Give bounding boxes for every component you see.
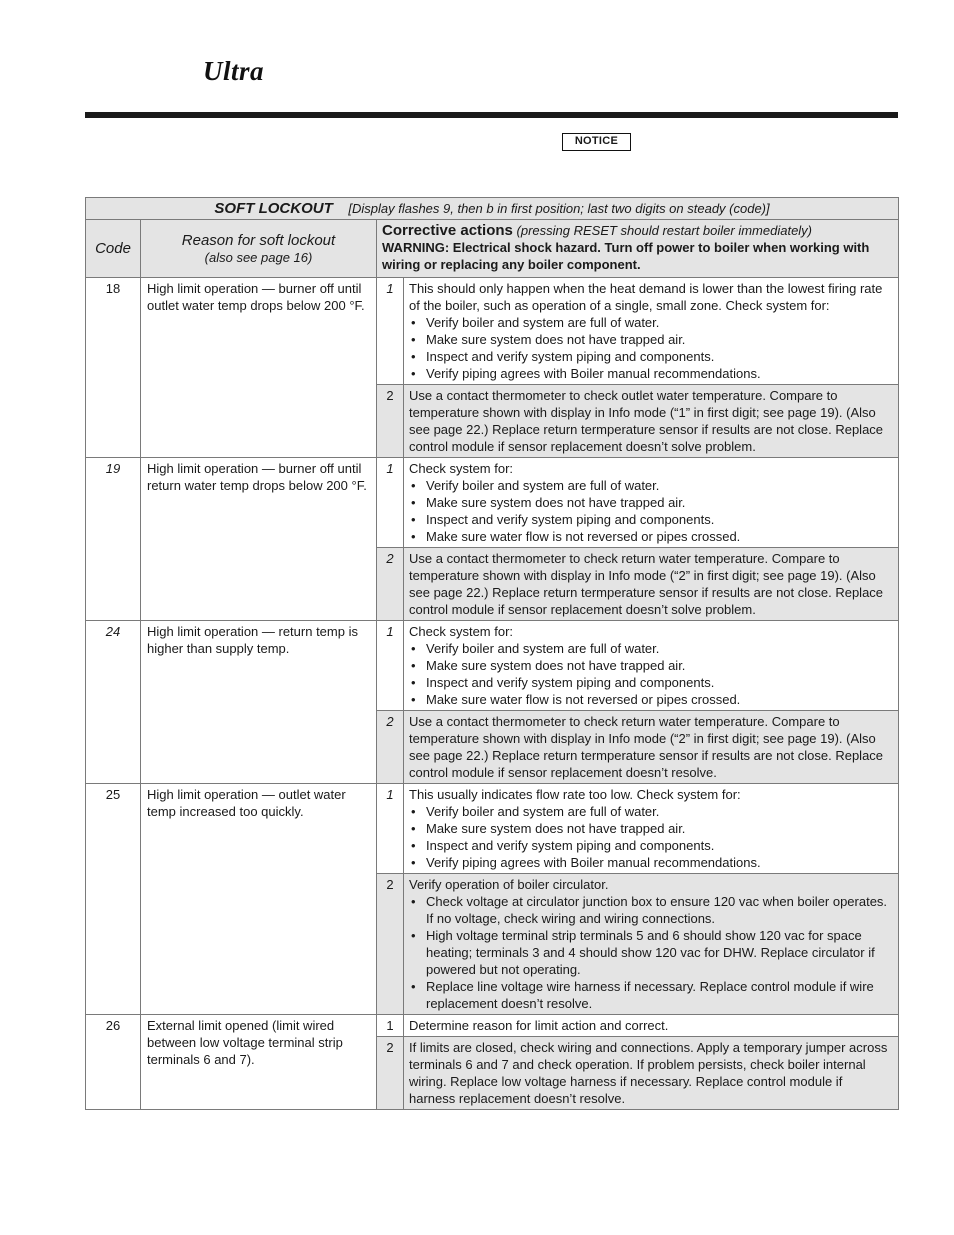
list-item: • Make sure water flow is not reversed or pipes crossed.	[426, 528, 892, 545]
list-item: • Make sure system does not have trapped air.	[426, 657, 892, 674]
lockout-code: 25	[86, 784, 141, 1015]
list-item: • Verify piping agrees with Boiler manual recommendations.	[426, 365, 892, 382]
list-item: • Make sure system does not have trapped air.	[426, 494, 892, 511]
corrective-action	[404, 784, 899, 874]
action-number: 2	[377, 385, 404, 458]
action-number: 2	[377, 874, 404, 1015]
list-item: • Inspect and verify system piping and components.	[426, 348, 892, 365]
action-text: Use a contact thermometer to check outlet water temperature. Compare to temperature shown with display in Info mode (“1” in first digit; see page 19). (Also see page 22.) Replace return termperature sensor if results are not close. Replace control module if sensor replacement doesn’t solve problem.	[409, 388, 884, 454]
corrective-action	[404, 874, 899, 1015]
table-row	[86, 278, 899, 385]
corrective-action	[404, 458, 899, 548]
table-subtitle: [Display flashes 9, then b in first position; last two digits on steady (code)]	[348, 201, 770, 216]
lockout-reason: High limit operation — return temp is higher than supply temp.	[141, 621, 377, 784]
corrective-action	[404, 278, 899, 385]
action-bullet-list	[409, 640, 892, 708]
action-number: 1	[377, 278, 404, 385]
action-text: Check system for:	[409, 624, 514, 639]
action-text: This should only happen when the heat demand is lower than the lowest firing rate of the boiler, such as operation of a single, small zone. Check system for:	[409, 281, 883, 313]
list-item: • Make sure system does not have trapped air.	[426, 331, 892, 348]
action-bullet-list	[409, 314, 892, 382]
list-item: • High voltage terminal strip terminals 5 and 6 should show 120 vac for space heating; terminals 3 and 4 should show 120 vac for DHW. Replace circulator if powered but not operating.	[426, 927, 892, 978]
action-bullet-list	[409, 893, 892, 1012]
action-text: This usually indicates flow rate too low. Check system for:	[409, 787, 741, 802]
list-item: • Make sure system does not have trapped air.	[426, 820, 892, 837]
header-corrective-note: (pressing RESET should restart boiler immediately)	[516, 223, 813, 238]
table-title-row	[86, 198, 899, 220]
list-item: • Verify boiler and system are full of water.	[426, 314, 892, 331]
lockout-code: 24	[86, 621, 141, 784]
header-reason-note: (also see page 16)	[204, 249, 313, 265]
soft-lockout-table	[85, 197, 899, 1110]
lockout-reason: High limit operation — burner off until return water temp drops below 200 °F.	[141, 458, 377, 621]
action-text: If limits are closed, check wiring and connections. Apply a temporary jumper across terminals 6 and 7 and check operation. If problem persists, check boiler internal wiring. Replace low voltage harness if necessary. Replace control module if harness replacement doesn’t resolve.	[409, 1040, 888, 1106]
corrective-action	[404, 1037, 899, 1110]
action-number: 2	[377, 1037, 404, 1110]
action-number: 1	[377, 621, 404, 711]
lockout-code: 19	[86, 458, 141, 621]
list-item: • Verify boiler and system are full of water.	[426, 477, 892, 494]
list-item: • Check voltage at circulator junction box to ensure 120 vac when boiler operates. If no voltage, check wiring and wiring connections.	[426, 893, 892, 927]
notice-badge: NOTICE	[562, 133, 631, 151]
lockout-code: 26	[86, 1015, 141, 1110]
corrective-action	[404, 385, 899, 458]
lockout-code: 18	[86, 278, 141, 458]
warning-text: Electrical shock hazard. Turn off power to boiler when working with wiring or replacing any boiler component.	[382, 240, 870, 272]
table-title	[86, 198, 899, 220]
action-text: Verify operation of boiler circulator.	[409, 877, 609, 892]
list-item: • Inspect and verify system piping and components.	[426, 837, 892, 854]
action-number: 1	[377, 784, 404, 874]
action-number: 1	[377, 458, 404, 548]
action-text: Use a contact thermometer to check return water temperature. Compare to temperature shown with display in Info mode (“2” in first digit; see page 19). (Also see page 22.) Replace return termperature sensor if results are not close. Replace control module if sensor replacement doesn’t solve problem.	[409, 551, 884, 617]
header-reason	[141, 220, 377, 278]
list-item: • Inspect and verify system piping and components.	[426, 674, 892, 691]
table-row	[86, 1015, 899, 1037]
table-row	[86, 784, 899, 874]
corrective-action	[404, 621, 899, 711]
corrective-action	[404, 1015, 899, 1037]
header-code: Code	[86, 220, 141, 278]
list-item: • Inspect and verify system piping and components.	[426, 511, 892, 528]
action-text: Determine reason for limit action and correct.	[409, 1018, 669, 1033]
list-item: • Replace line voltage wire harness if necessary. Replace control module if wire replacement doesn’t resolve.	[426, 978, 892, 1012]
header-rule	[85, 112, 898, 118]
table-header-row	[86, 220, 899, 278]
list-item: • Verify boiler and system are full of water.	[426, 803, 892, 820]
corrective-action	[404, 711, 899, 784]
table-title-text: SOFT LOCKOUT	[214, 200, 333, 217]
table-row	[86, 621, 899, 711]
action-text: Check system for:	[409, 461, 514, 476]
list-item: • Verify piping agrees with Boiler manual recommendations.	[426, 854, 892, 871]
action-number: 1	[377, 1015, 404, 1037]
list-item: • Verify boiler and system are full of water.	[426, 640, 892, 657]
header-reason-label: Reason for soft lockout	[181, 231, 336, 249]
action-text: Use a contact thermometer to check return water temperature. Compare to temperature shown with display in Info mode (“2” in first digit; see page 19). (Also see page 22.) Replace return termperature sensor if results are not close. Replace control module if sensor replacement doesn’t resolve.	[409, 714, 884, 780]
action-number: 2	[377, 548, 404, 621]
lockout-reason: High limit operation — outlet water temp increased too quickly.	[141, 784, 377, 1015]
lockout-reason: External limit opened (limit wired between low voltage terminal strip terminals 6 and 7).	[141, 1015, 377, 1110]
brand-logo: Ultra	[203, 56, 265, 86]
action-bullet-list	[409, 477, 892, 545]
corrective-action	[404, 548, 899, 621]
action-number: 2	[377, 711, 404, 784]
header-corrective	[377, 220, 899, 278]
list-item: • Make sure water flow is not reversed or pipes crossed.	[426, 691, 892, 708]
action-bullet-list	[409, 803, 892, 871]
lockout-reason: High limit operation — burner off until outlet water temp drops below 200 °F.	[141, 278, 377, 458]
header-corrective-label: Corrective actions	[382, 222, 513, 239]
warning-label: WARNING:	[382, 240, 450, 255]
table-row	[86, 458, 899, 548]
